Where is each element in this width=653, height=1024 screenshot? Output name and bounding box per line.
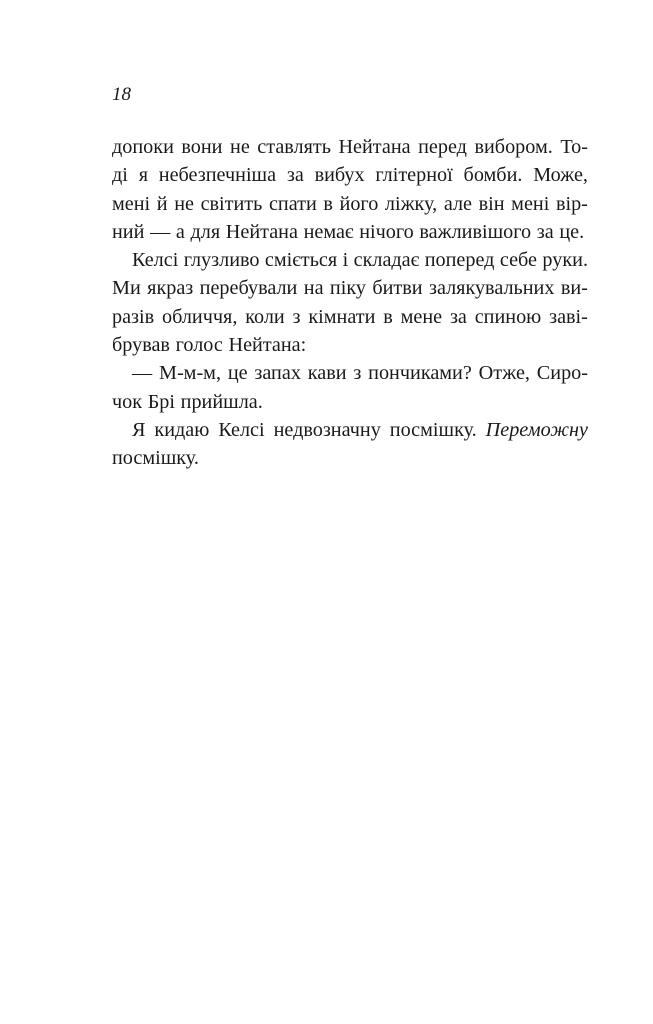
word: на	[303, 277, 324, 300]
word: немає	[303, 220, 354, 243]
word: спати	[268, 192, 317, 215]
word: з	[353, 362, 362, 385]
text-line	[112, 416, 588, 444]
word: —	[132, 362, 153, 385]
word: він	[478, 192, 505, 215]
word: бомби.	[463, 164, 523, 187]
word: спиною	[474, 305, 542, 328]
word: Келсі	[218, 418, 265, 441]
word: мене	[400, 305, 443, 328]
word: для	[190, 220, 221, 243]
word: обличчя,	[162, 305, 238, 328]
text-line	[112, 246, 588, 274]
word: піку	[329, 277, 366, 300]
word: руки.	[542, 249, 588, 272]
word: якраз	[147, 277, 194, 300]
paragraph	[112, 246, 588, 359]
word: запах	[254, 362, 301, 385]
word: але	[443, 192, 472, 215]
text-line	[112, 274, 588, 302]
word: пончиками?	[368, 362, 472, 385]
text-line	[112, 359, 588, 387]
word: Переможну	[485, 418, 588, 441]
word: ний	[112, 220, 145, 243]
word: голос	[175, 334, 223, 357]
word: битви	[372, 277, 423, 300]
word: кави	[307, 362, 347, 385]
word: —	[150, 220, 171, 243]
paragraph	[112, 359, 588, 416]
word: кидаю	[154, 418, 210, 441]
text-line	[112, 190, 588, 218]
word: в	[383, 305, 393, 328]
word: Брі	[147, 390, 175, 413]
word: вибух	[314, 164, 365, 187]
word: Отже,	[478, 362, 530, 385]
word: допоки	[112, 136, 174, 158]
word: за	[286, 164, 304, 187]
word: посмішку.	[389, 418, 477, 441]
word: брував	[112, 334, 170, 357]
word: М-м-м,	[159, 362, 221, 385]
word: ви-	[560, 277, 588, 300]
text-line	[112, 218, 588, 246]
word: вибором.	[474, 136, 553, 158]
word: Нейтана	[225, 220, 298, 243]
word: з	[292, 305, 301, 328]
word: мені	[511, 192, 550, 215]
text-line	[112, 388, 588, 416]
word: глітерної	[375, 164, 453, 187]
word: це	[227, 362, 248, 385]
word: себе	[499, 249, 537, 272]
text-line	[112, 161, 588, 189]
word: і	[342, 249, 349, 272]
word: посмішку.	[112, 447, 199, 470]
word: за	[536, 220, 554, 243]
word: а	[175, 220, 185, 243]
paragraph	[112, 133, 588, 246]
page-number: 18	[112, 84, 131, 105]
word: Нейтана	[338, 136, 411, 158]
word: Може,	[533, 164, 588, 187]
word: кімнати	[308, 305, 376, 328]
word: разів	[112, 305, 155, 328]
word: ді	[112, 164, 128, 187]
word: Я	[132, 418, 146, 441]
word: ліжку,	[384, 192, 438, 215]
word: глузливо	[183, 249, 260, 272]
word: перебували	[199, 277, 298, 300]
word: небезпечніша	[158, 164, 277, 187]
word: коли	[245, 305, 285, 328]
word: Нейтана:	[228, 334, 307, 357]
word: перед	[418, 136, 467, 158]
word: за	[449, 305, 467, 328]
word: світить	[200, 192, 263, 215]
word: Келсі	[132, 249, 179, 272]
word: прийшла.	[180, 390, 263, 413]
word: Сиро-	[536, 362, 588, 385]
word: вір-	[555, 192, 588, 215]
word: його	[339, 192, 379, 215]
word: Ми	[112, 277, 141, 300]
word: ставлять	[257, 136, 331, 158]
word: мені	[112, 192, 151, 215]
word: не	[230, 136, 250, 158]
word: заві-	[549, 305, 588, 328]
word: вони	[181, 136, 223, 158]
body-text	[112, 133, 588, 473]
word: в	[323, 192, 333, 215]
text-line	[112, 133, 588, 161]
word: складає	[353, 249, 420, 272]
text-line	[112, 331, 588, 359]
word: То-	[560, 136, 588, 158]
word: важливішого	[419, 220, 532, 243]
word: залякувальних	[428, 277, 555, 300]
word: чок	[112, 390, 143, 413]
word: не	[174, 192, 194, 215]
word: сміється	[264, 249, 338, 272]
word: це.	[559, 220, 585, 243]
paragraph	[112, 416, 588, 473]
word: й	[156, 192, 168, 215]
word: нічого	[359, 220, 414, 243]
word: поперед	[424, 249, 495, 272]
text-line	[112, 303, 588, 331]
text-line	[112, 444, 588, 472]
word: я	[138, 164, 148, 187]
word: недвозначну	[273, 418, 381, 441]
